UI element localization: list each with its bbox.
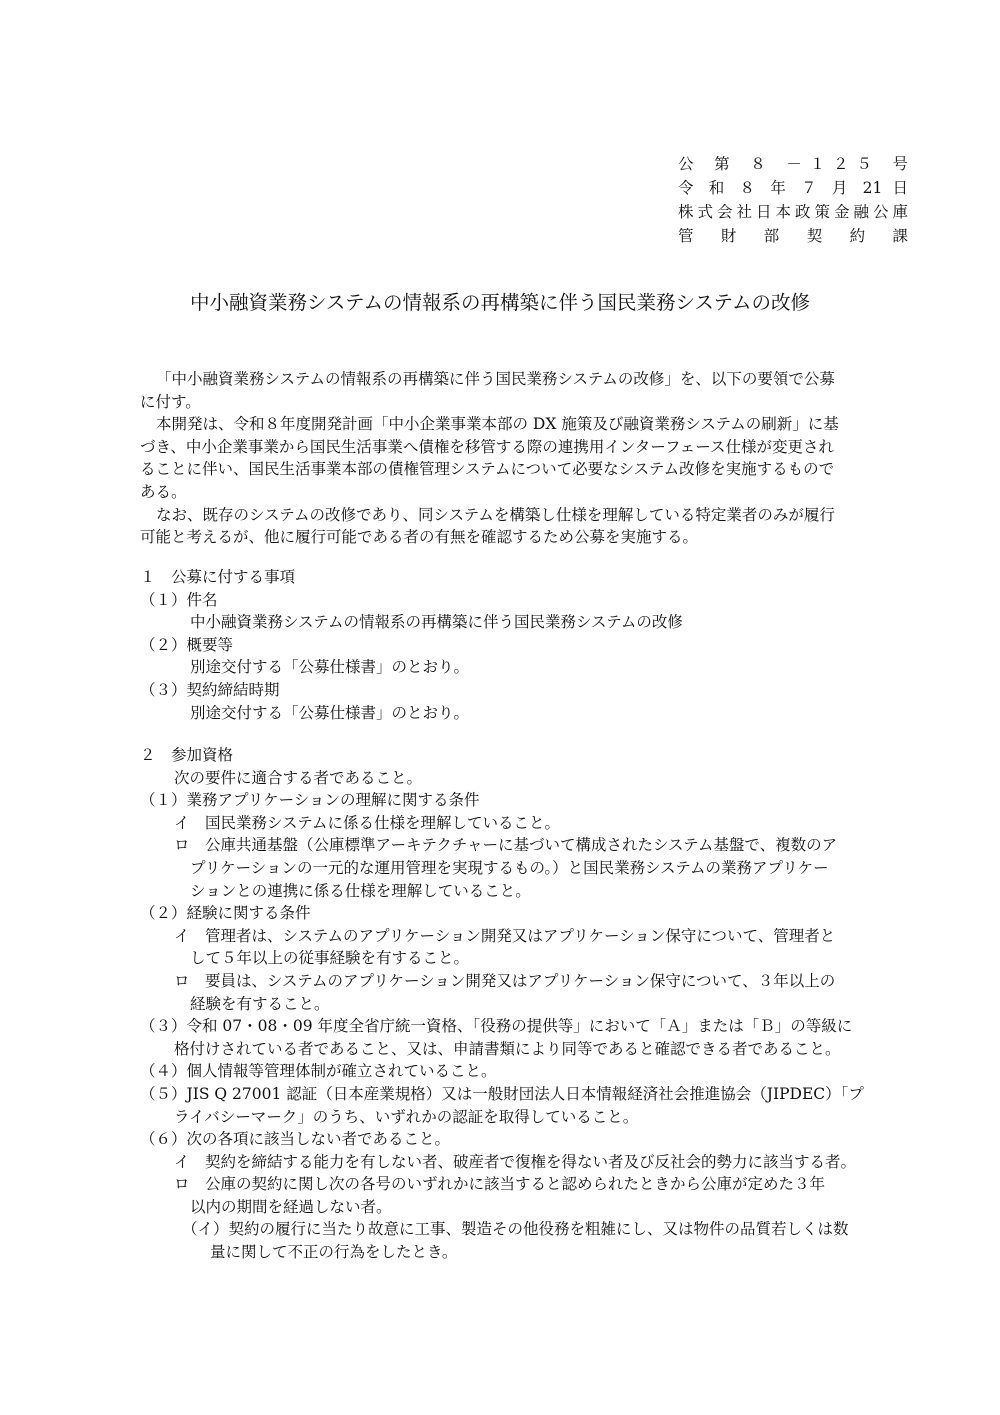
section-intro: 次の要件に適合する者であること。	[174, 768, 423, 787]
section-2	[140, 744, 920, 1264]
document-title: 中小融資業務システムの情報系の再構築に伴う国民業務システムの改修	[189, 291, 811, 314]
condition-item: ロ 公庫の契約に関し次の各号のいずれかに該当すると認められたときから公庫が定めた３年	[174, 1175, 826, 1194]
section-1	[140, 566, 920, 724]
condition-item: 経験を有すること。	[190, 994, 330, 1013]
condition-item: （５）JIS Q 27001 認証（日本産業規格）又は一般財団法人日本情報経済社会推進協会（JIPDEC）「プ	[140, 1084, 864, 1103]
intro-line: 可能と考えるが、他に履行可能である者の有無を確認するため公募を実施する。	[140, 528, 699, 547]
condition-item: （４）個人情報等管理体制が確立されていること。	[140, 1062, 497, 1081]
condition-subitem: 量に関して不正の行為をしたとき。	[210, 1243, 458, 1262]
condition-item: プリケーションの一元的な運用管理を実現するもの。）と国民業務システムの業務アプリケー	[190, 858, 829, 877]
condition-item: ロ 公庫共通基盤（公庫標準アーキテクチャーに基づいて構成されたシステム基盤で、複数のア	[174, 836, 838, 855]
condition-item: イ 管理者は、システムのアプリケーション開発又はアプリケーション保守について、管理者と	[174, 926, 836, 945]
condition-item: イ 国民業務システムに係る仕様を理解していること。	[174, 813, 560, 832]
item-label: （１）件名	[140, 590, 218, 609]
intro-line: 「中小融資業務システムの情報系の再構築に伴う国民業務システムの改修」を、以下の要領で公募	[156, 370, 835, 388]
condition-item: 格付けされている者であること、又は、申請書類により同等であると確認できる者であること。	[174, 1039, 841, 1058]
item-text: 別途交付する「公募仕様書」のとおり。	[190, 658, 470, 677]
intro-line: なお、既存のシステムの改修であり、同システムを構築し仕様を理解している特定業者のみが履行	[156, 505, 835, 524]
condition-item: 以内の期間を経過しない者。	[190, 1197, 392, 1216]
item-label: （３）契約締結時期	[140, 680, 280, 699]
intro-text	[140, 368, 910, 549]
intro-line: 本開発は、令和８年度開発計画「中小企業事業本部の DX 施策及び融資業務システムの刷新」に基	[156, 415, 839, 434]
condition-item: イ 契約を締結する能力を有しない者、破産者で復権を得ない者及び反社会的勢力に該当する者。	[174, 1152, 857, 1171]
intro-line: ることに伴い、国民生活事業本部の債権管理システムについて必要なシステム改修を実施するもので	[140, 460, 835, 479]
condition-item: （３）令和 07・08・09 年度全省庁統一資格、「役務の提供等」において「Ａ」または「Ｂ」の等級に	[140, 1017, 853, 1036]
item-text: 別途交付する「公募仕様書」のとおり。	[190, 703, 470, 722]
intro-line: づき、中小企業事業から国民生活事業へ債権を移管する際の連携用インターフェース仕様が変更され	[140, 437, 834, 456]
document-date: 令 和 ８ 年 ７ 月 21 日	[678, 179, 908, 197]
condition-label: （１）業務アプリケーションの理解に関する条件	[140, 791, 480, 810]
document-number: 公 第 ８ －１２５ 号	[678, 155, 908, 173]
intro-line: ある。	[140, 482, 187, 501]
item-text: 中小融資業務システムの情報系の再構築に伴う国民業務システムの改修	[190, 613, 683, 632]
section-heading: １ 公募に付する事項	[140, 568, 296, 586]
condition-subitem: （イ）契約の履行に当たり故意に工事、製造その他役務を粗雑にし、又は物件の品質若しくは数	[182, 1220, 849, 1239]
document-header	[678, 152, 908, 248]
condition-item: ライバシーマーク」のうち、いずれかの認証を取得していること。	[174, 1107, 639, 1126]
section-heading: ２ 参加資格	[140, 746, 234, 764]
condition-item: して５年以上の従事経験を有すること。	[190, 949, 470, 968]
intro-line: に付す。	[140, 392, 201, 411]
issuer-department: 管 財 部 契 約 課	[678, 227, 908, 245]
condition-label: （６）次の各項に該当しない者であること。	[140, 1130, 451, 1149]
condition-item: ションとの連携に係る仕様を理解していること。	[190, 881, 531, 900]
condition-item: ロ 要員は、システムのアプリケーション開発又はアプリケーション保守について、３年以上の	[174, 971, 836, 990]
item-label: （２）概要等	[140, 635, 234, 654]
condition-label: （２）経験に関する条件	[140, 904, 311, 923]
issuer-organization: 株式会社日本政策金融公庫	[678, 203, 908, 221]
